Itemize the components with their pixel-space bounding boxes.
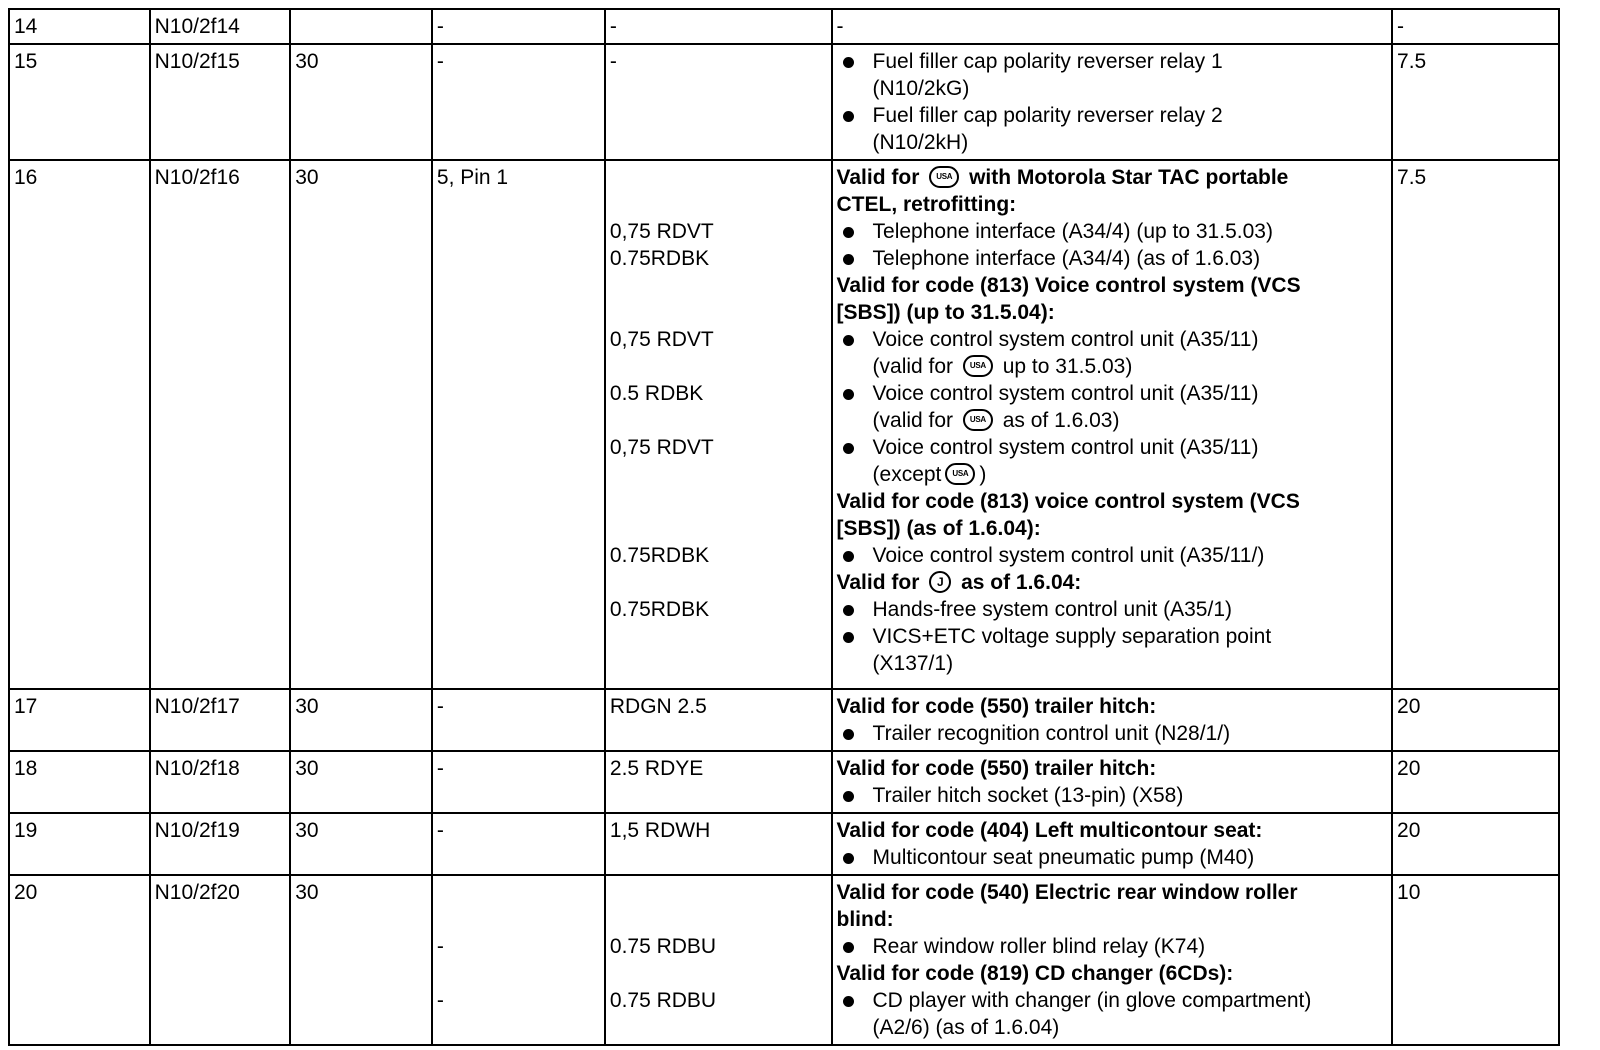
fuse-id: N10/2f15	[150, 44, 291, 160]
list-item: (valid for USA up to 31.5.03)	[872, 355, 1133, 378]
wire-code: 0,75 RDVT	[609, 220, 714, 243]
fuse-id: N10/2f18	[150, 751, 291, 813]
wire-code: 0.75RDBK	[609, 544, 710, 567]
list-item: Multicontour seat pneumatic pump (M40)	[837, 844, 1386, 871]
wire-code: 0.75 RDBU	[609, 989, 717, 1012]
list-item: Rear window roller blind relay (K74)	[837, 933, 1386, 960]
fuse-id: N10/2f20	[150, 875, 291, 1045]
wire: RDGN 2.5	[605, 689, 832, 751]
list-item: (X137/1)	[872, 652, 954, 675]
list-item: Trailer recognition control unit (N28/1/)	[837, 720, 1386, 747]
validity-heading: Valid for code (540) Electric rear window roller	[836, 881, 1298, 904]
wire	[605, 160, 832, 689]
validity-heading: Valid for code (550) trailer hitch:	[836, 757, 1157, 780]
fuse-id: N10/2f16	[150, 160, 291, 689]
list-item: Voice control system control unit (A35/11)	[837, 326, 1386, 353]
table-row	[9, 813, 1559, 875]
connector: -	[432, 751, 605, 813]
terminal: 30	[290, 875, 432, 1045]
consumer: -	[832, 9, 1393, 44]
amperage: 7.5	[1392, 160, 1559, 689]
validity-heading: [SBS]) (up to 31.5.04):	[836, 301, 1055, 324]
connector: 5, Pin 1	[432, 160, 605, 689]
fuse-number: 14	[9, 9, 150, 44]
amperage: 20	[1392, 813, 1559, 875]
consumer	[832, 44, 1393, 160]
amperage: 20	[1392, 751, 1559, 813]
connector-value: -	[436, 935, 444, 958]
wire-code: 0.75RDBK	[609, 598, 710, 621]
usa-icon: USA	[963, 409, 993, 431]
list-item: Voice control system control unit (A35/11)	[837, 380, 1386, 407]
terminal: 30	[290, 751, 432, 813]
validity-heading: Valid for USA with Motorola Star TAC portable	[836, 166, 1289, 189]
wire-code: 0.5 RDBK	[609, 382, 704, 405]
wire: 1,5 RDWH	[605, 813, 832, 875]
validity-heading: [SBS]) (as of 1.6.04):	[836, 517, 1041, 540]
validity-heading: Valid for code (813) Voice control system (VCS	[836, 274, 1301, 297]
list-item: Trailer hitch socket (13-pin) (X58)	[837, 782, 1386, 809]
wire	[605, 875, 832, 1045]
table-row	[9, 160, 1559, 689]
list-item: Telephone interface (A34/4) (up to 31.5.03)	[837, 218, 1386, 245]
amperage: -	[1392, 9, 1559, 44]
table-row	[9, 751, 1559, 813]
list-item: Fuel filler cap polarity reverser relay 1	[837, 48, 1386, 75]
fuse-id: N10/2f14	[150, 9, 291, 44]
wire-code: 0.75 RDBU	[609, 935, 717, 958]
fuse-number: 18	[9, 751, 150, 813]
validity-heading: Valid for code (813) voice control system (VCS	[836, 490, 1300, 513]
list-item: Telephone interface (A34/4) (as of 1.6.03)	[837, 245, 1386, 272]
list-item: VICS+ETC voltage supply separation point	[837, 623, 1386, 650]
list-item: (valid for USA as of 1.6.03)	[872, 409, 1120, 432]
amperage: 7.5	[1392, 44, 1559, 160]
usa-icon: USA	[963, 355, 993, 377]
validity-heading: Valid for J as of 1.6.04:	[836, 571, 1082, 594]
wire-code: 0,75 RDVT	[609, 436, 714, 459]
wire: -	[605, 44, 832, 160]
list-item: (N10/2kG)	[872, 77, 970, 100]
consumer	[832, 875, 1393, 1045]
table-row	[9, 44, 1559, 160]
consumer	[832, 751, 1393, 813]
usa-icon: USA	[945, 463, 975, 485]
connector-value: -	[436, 989, 444, 1012]
fuse-number: 20	[9, 875, 150, 1045]
fuse-number: 15	[9, 44, 150, 160]
list-item: (except USA )	[872, 463, 987, 486]
list-item: Voice control system control unit (A35/11)	[837, 434, 1386, 461]
wire-code: 0,75 RDVT	[609, 328, 714, 351]
terminal: 30	[290, 160, 432, 689]
terminal: 30	[290, 44, 432, 160]
list-item: CD player with changer (in glove compartment)	[837, 987, 1386, 1014]
validity-heading: Valid for code (550) trailer hitch:	[836, 695, 1157, 718]
table-row	[9, 875, 1559, 1045]
table-row	[9, 689, 1559, 751]
fuse-id: N10/2f19	[150, 813, 291, 875]
connector: -	[432, 813, 605, 875]
usa-icon: USA	[929, 166, 959, 188]
list-item: Voice control system control unit (A35/11/)	[837, 542, 1386, 569]
wire: -	[605, 9, 832, 44]
wire-code: 0.75RDBK	[609, 247, 710, 270]
validity-heading: blind:	[836, 908, 894, 931]
list-item: (N10/2kH)	[872, 131, 969, 154]
fuse-table	[8, 8, 1560, 1046]
validity-heading: Valid for code (404) Left multicontour seat:	[836, 819, 1263, 842]
terminal: 30	[290, 689, 432, 751]
amperage: 20	[1392, 689, 1559, 751]
connector: -	[432, 44, 605, 160]
consumer	[832, 689, 1393, 751]
validity-heading: Valid for code (819) CD changer (6CDs):	[836, 962, 1234, 985]
list-item: Hands-free system control unit (A35/1)	[837, 596, 1386, 623]
connector: -	[432, 689, 605, 751]
consumer	[832, 813, 1393, 875]
connector	[432, 875, 605, 1045]
validity-heading: CTEL, retrofitting:	[836, 193, 1017, 216]
connector: -	[432, 9, 605, 44]
list-item: (A2/6) (as of 1.6.04)	[872, 1016, 1060, 1039]
terminal: 30	[290, 813, 432, 875]
amperage: 10	[1392, 875, 1559, 1045]
fuse-number: 16	[9, 160, 150, 689]
fuse-number: 19	[9, 813, 150, 875]
table-row	[9, 9, 1559, 44]
japan-icon: J	[929, 571, 951, 593]
fuse-id: N10/2f17	[150, 689, 291, 751]
fuse-number: 17	[9, 689, 150, 751]
consumer	[832, 160, 1393, 689]
wire: 2.5 RDYE	[605, 751, 832, 813]
list-item: Fuel filler cap polarity reverser relay 2	[837, 102, 1386, 129]
terminal	[290, 9, 432, 44]
